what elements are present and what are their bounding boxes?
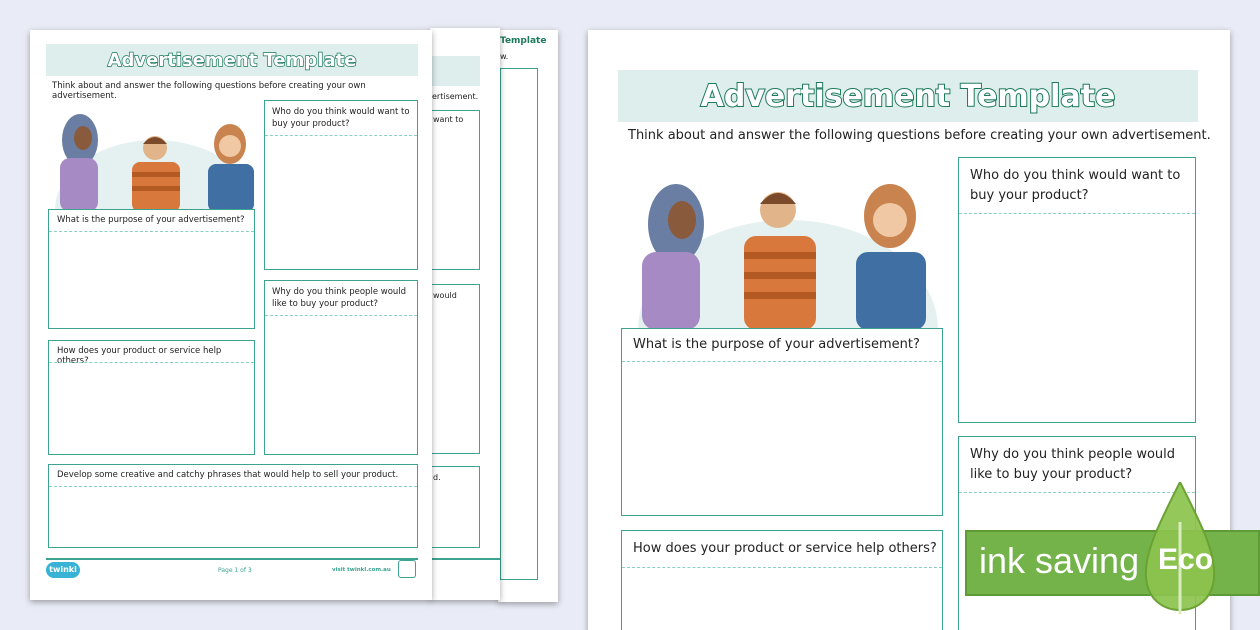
- dashed-divider: [622, 567, 942, 568]
- who-buy-question: Who do you think would want to buy your product?: [970, 168, 1181, 203]
- back-sheet-title-band: [430, 56, 480, 86]
- footer-line: [46, 558, 418, 560]
- twinkl-logo: twinkl: [46, 562, 80, 578]
- dashed-divider: [265, 315, 417, 316]
- why-buy-question: Why do you think people would like to buy your product?: [970, 447, 1176, 482]
- why-buy-box[interactable]: [264, 280, 418, 455]
- back-sheet-box: want to: [430, 110, 480, 270]
- purpose-box[interactable]: [621, 328, 943, 516]
- back-sheet-box: d.: [430, 466, 480, 548]
- purpose-question: What is the purpose of your advertisement?: [57, 215, 245, 225]
- title-band: [618, 70, 1198, 122]
- back-sheet-box: [500, 68, 538, 580]
- thinking-children-illustration: [50, 100, 260, 212]
- eco-label: Eco: [1158, 543, 1214, 576]
- help-others-box[interactable]: [48, 340, 255, 455]
- page-title: Advertisement Template: [700, 78, 1116, 114]
- back-sheet-intro: ertisement.: [432, 92, 479, 101]
- phrases-box[interactable]: [48, 464, 418, 548]
- site-link[interactable]: visit twinkl.com.au: [332, 567, 391, 573]
- worksheet-page-1: [30, 30, 432, 600]
- dashed-divider: [49, 486, 417, 487]
- purpose-box[interactable]: [48, 209, 255, 329]
- who-buy-box[interactable]: [958, 157, 1196, 423]
- dashed-divider: [49, 362, 254, 363]
- phrases-question: Develop some creative and catchy phrases that would help to sell your product.: [57, 470, 399, 480]
- award-icon: [398, 560, 416, 578]
- who-buy-box[interactable]: [264, 100, 418, 270]
- help-others-box[interactable]: [621, 530, 943, 630]
- help-others-question: How does your product or service help others?: [57, 346, 222, 366]
- purpose-question: What is the purpose of your advertisement?: [633, 337, 920, 352]
- intro-text: Think about and answer the following questions before creating your own advertisement.: [52, 81, 366, 101]
- back-sheet-3: [498, 30, 558, 602]
- back-sheet-box: would: [430, 284, 480, 454]
- dashed-divider: [959, 213, 1195, 214]
- dashed-divider: [622, 361, 942, 362]
- why-buy-question: Why do you think people would like to buy your product?: [272, 287, 407, 309]
- page-number: Page 1 of 3: [218, 567, 252, 574]
- intro-text: Think about and answer the following questions before creating your own advertisement.: [628, 128, 1211, 143]
- page-title: Advertisement Template: [107, 49, 357, 71]
- title-band: [46, 44, 418, 76]
- dashed-divider: [265, 135, 417, 136]
- dashed-divider: [49, 231, 254, 232]
- back-sheet-2: [430, 28, 500, 600]
- badge-label: ink saving: [979, 540, 1140, 581]
- back-sheet-title: Template: [500, 36, 547, 46]
- thinking-children-illustration: [628, 160, 948, 330]
- help-others-question: How does your product or service help others?: [633, 541, 937, 556]
- footer-line: [430, 558, 500, 560]
- who-buy-question: Who do you think would want to buy your product?: [272, 107, 410, 129]
- back-sheet-intro: w.: [500, 52, 509, 61]
